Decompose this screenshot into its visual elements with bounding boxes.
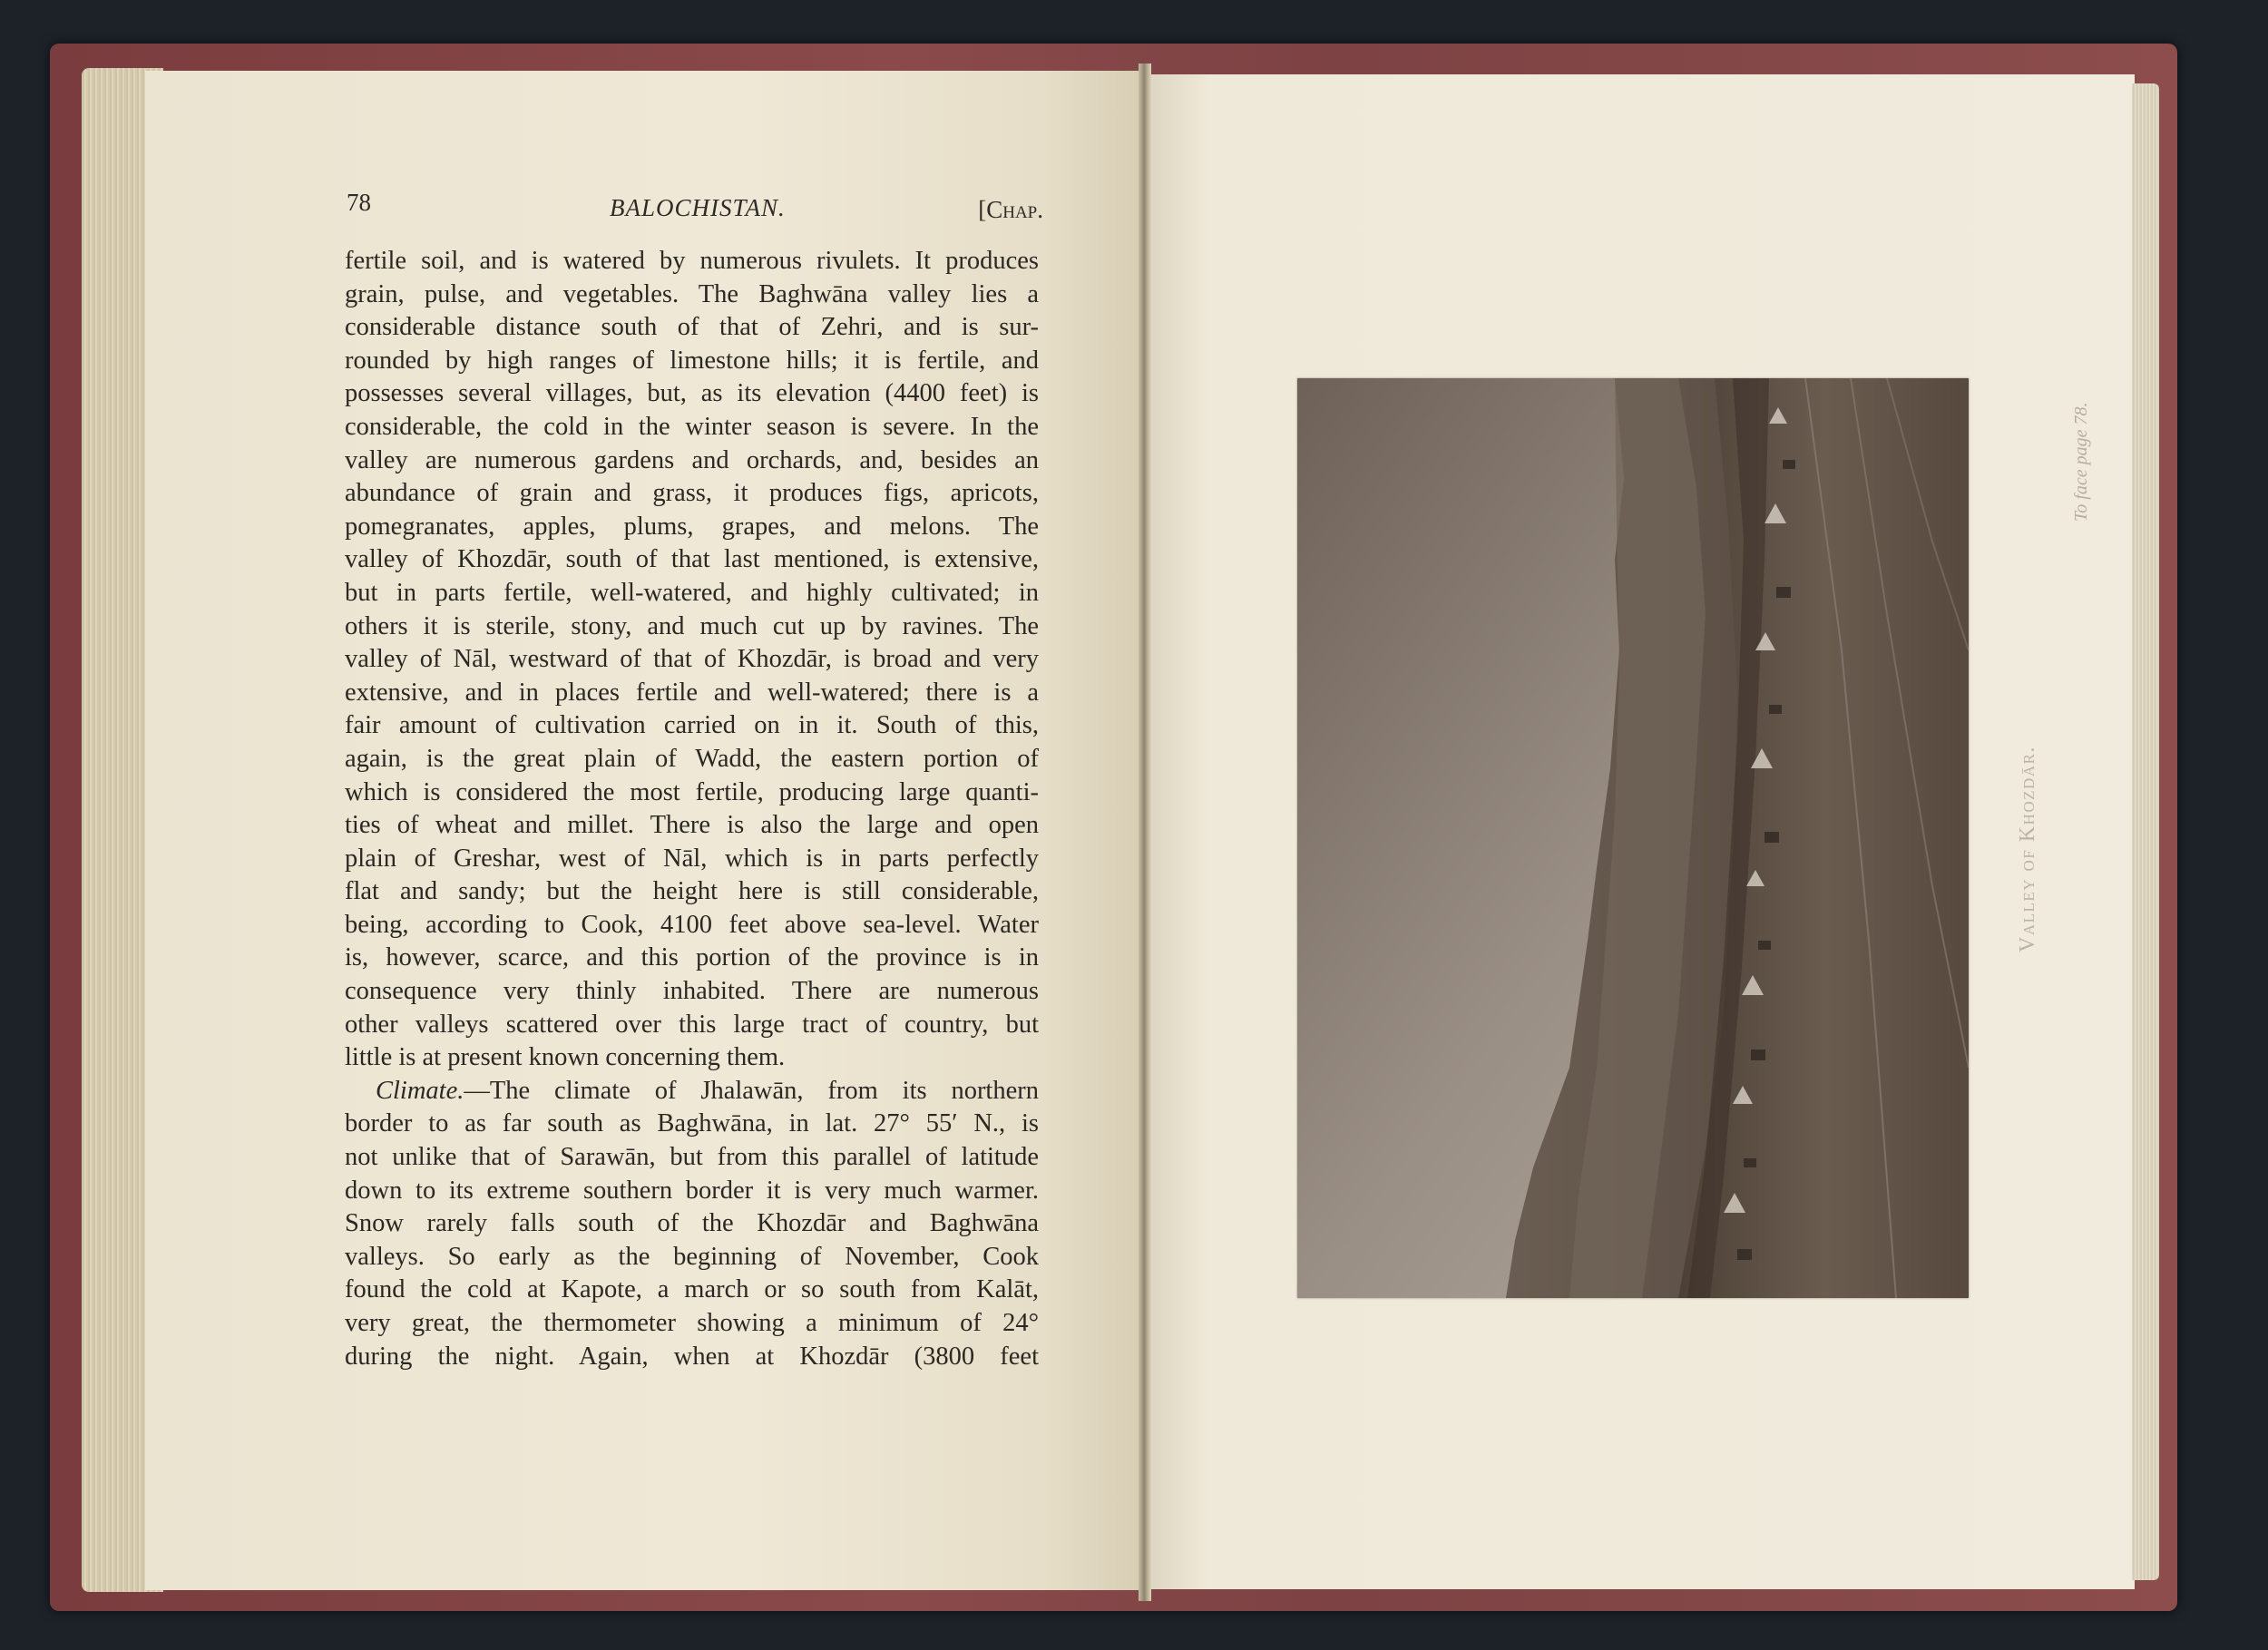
- text-line: found the cold at Kapote, a march or so south from Kalāt,: [345, 1275, 1039, 1304]
- text-line: possesses several villages, but, as its elevation (4400 feet) is: [345, 379, 1039, 408]
- text-line: others it is sterile, stony, and much cut up by ravines. The: [345, 611, 1039, 640]
- valley-photograph: [1297, 378, 1969, 1298]
- text-line: but in parts fertile, well-watered, and highly cultivated; in: [345, 578, 1039, 607]
- text-line: plain of Greshar, west of Nāl, which is in parts perfectly: [345, 844, 1039, 873]
- right-page-edges: [2132, 83, 2159, 1580]
- text-line: extensive, and in places fertile and well-watered; there is a: [345, 678, 1039, 707]
- text-line: Snow rarely falls south of the Khozdār and Baghwāna: [345, 1209, 1039, 1238]
- text-line: not unlike that of Sarawān, but from this parallel of latitude: [345, 1143, 1039, 1172]
- climate-heading: Climate.: [376, 1076, 464, 1105]
- running-head: [347, 187, 1043, 232]
- text-line: valley are numerous gardens and orchards, and, besides an: [345, 445, 1039, 474]
- text-line: other valleys scattered over this large tract of country, but: [345, 1010, 1039, 1039]
- text-line: grain, pulse, and vegetables. The Baghwāna valley lies a: [345, 279, 1039, 308]
- climate-paragraph-start: [345, 1075, 1039, 1108]
- chapter-label: [Chap.: [978, 196, 1043, 223]
- text-line: being, according to Cook, 4100 feet above sea-level. Water: [345, 910, 1039, 939]
- text-line: rounded by high ranges of limestone hills; it is fertile, and: [345, 346, 1039, 375]
- page-number: 78: [347, 189, 371, 216]
- text-line: valley of Nāl, westward of that of Khozdār, is broad and very: [345, 645, 1039, 674]
- text-line: consequence very thinly inhabited. There are numerous: [345, 977, 1039, 1006]
- text-line: considerable, the cold in the winter season is severe. In the: [345, 412, 1039, 441]
- text-line: little is at present known concerning them.: [345, 1043, 786, 1072]
- book-gutter: [1139, 63, 1151, 1601]
- running-title: BALOCHISTAN.: [610, 194, 786, 221]
- text-line: valleys. So early as the beginning of November, Cook: [345, 1242, 1039, 1271]
- plate-reference: To face page 78.: [2071, 402, 2091, 522]
- text-line: fertile soil, and is watered by numerous rivulets. It produces: [345, 247, 1039, 275]
- text-line: flat and sandy; but the height here is still considerable,: [345, 877, 1039, 906]
- climate-first-line: —The climate of Jhalawān, from its northern: [464, 1076, 1039, 1105]
- text-line: again, is the great plain of Wadd, the eastern portion of: [345, 744, 1039, 773]
- plate-caption: Valley of Khozdār.: [2016, 746, 2039, 952]
- valley-photograph-drawing: [1297, 378, 1969, 1298]
- body-text: [345, 245, 1039, 1373]
- text-line: during the night. Again, when at Khozdār (3800 feet: [345, 1342, 1039, 1371]
- text-line: very great, the thermometer showing a minimum of 24°: [345, 1309, 1039, 1337]
- text-line: down to its extreme southern border it is very much warmer.: [345, 1176, 1039, 1205]
- text-line: ties of wheat and millet. There is also the large and open: [345, 811, 1039, 840]
- text-line: is, however, scarce, and this portion of the province is in: [345, 943, 1039, 972]
- text-line: which is considered the most fertile, producing large quanti-: [345, 777, 1039, 806]
- text-line: considerable distance south of that of Zehri, and is sur-: [345, 313, 1039, 342]
- text-line: fair amount of cultivation carried on in it. South of this,: [345, 711, 1039, 740]
- text-line: valley of Khozdār, south of that last mentioned, is extensive,: [345, 545, 1039, 574]
- text-line: pomegranates, apples, plums, grapes, and melons. The: [345, 512, 1039, 541]
- text-line: border to as far south as Baghwāna, in lat. 27° 55′ N., is: [345, 1109, 1039, 1138]
- text-line: abundance of grain and grass, it produces figs, apricots,: [345, 479, 1039, 508]
